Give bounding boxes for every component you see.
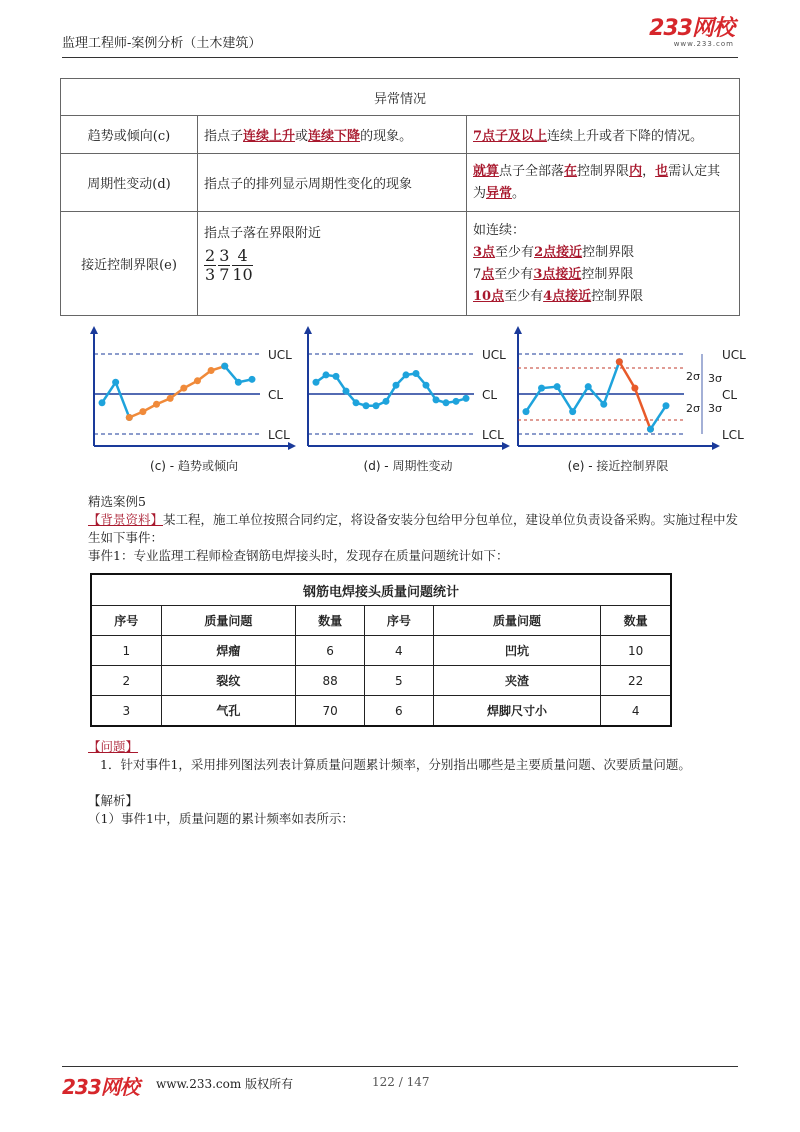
row-description xyxy=(198,212,467,316)
brand-logo xyxy=(649,18,734,48)
desc-text: 指点子落在界限附近 xyxy=(204,226,322,241)
chart-caption: (e) - 接近控制界限 xyxy=(567,459,669,473)
data-point xyxy=(194,377,201,384)
fraction-group xyxy=(204,247,460,284)
analysis-text: （1）事件1中，质量问题的累计频率如表所示： xyxy=(88,811,354,826)
data-point xyxy=(353,399,360,406)
limit-label: LCL xyxy=(722,428,744,442)
table-row: 3 气孔 70 6 焊脚尺寸小 4 xyxy=(91,696,671,727)
series-line-near xyxy=(619,362,650,429)
data-point xyxy=(235,379,242,386)
footer-copyright: www.233.com 版权所有 xyxy=(156,1077,294,1091)
weld-quality-table xyxy=(90,573,672,727)
limit-label: CL xyxy=(268,388,284,402)
data-point xyxy=(453,398,460,405)
header-cell: 序号 xyxy=(91,606,161,636)
series-line-after xyxy=(650,406,666,429)
chart-trend xyxy=(90,326,296,473)
data-point xyxy=(99,399,106,406)
analysis-tag: 【解析】 xyxy=(88,793,139,808)
x-axis-arrow xyxy=(712,442,720,450)
row-label: 周期性变动(d) xyxy=(61,154,198,212)
x-axis-arrow xyxy=(502,442,510,450)
data-point xyxy=(323,371,330,378)
row-note: 就算点子全部落在控制界限内，也需认定其为异常。 xyxy=(467,154,740,212)
data-point xyxy=(180,385,187,392)
row-label: 接近控制界限(e) xyxy=(61,212,198,316)
data-point xyxy=(313,379,320,386)
abnormal-cases-table xyxy=(60,78,740,316)
data-point xyxy=(221,363,228,370)
case-title: 精选案例5 xyxy=(88,494,146,509)
data-point xyxy=(363,402,370,409)
data-point xyxy=(523,408,530,415)
y-axis-arrow xyxy=(514,326,522,334)
data-point xyxy=(126,414,133,421)
row-description: 指点子的排列显示周期性变化的现象 xyxy=(198,154,467,212)
footer-logo: 233网校 xyxy=(62,1075,139,1099)
chart-caption: (c) - 趋势或倾向 xyxy=(150,459,238,473)
table-row: 2 裂纹 88 5 夹渣 22 xyxy=(91,666,671,696)
limit-label: LCL xyxy=(482,428,504,442)
data-point xyxy=(616,358,623,365)
document-header-title: 监理工程师-案例分析（土木建筑） xyxy=(62,36,262,51)
chart-cyclic xyxy=(304,326,510,473)
logo-text: 233网校 xyxy=(649,16,734,41)
data-point xyxy=(413,370,420,377)
y-axis-arrow xyxy=(304,326,312,334)
sigma-label: 3σ xyxy=(708,402,722,415)
data-point xyxy=(554,383,561,390)
data-point xyxy=(631,385,638,392)
event-paragraph: 事件1：专业监理工程师检查钢筋电焊接头时，发现存在质量问题统计如下： xyxy=(88,548,509,563)
data-point xyxy=(423,382,430,389)
series-line-normal xyxy=(102,382,129,417)
data-point xyxy=(585,383,592,390)
limit-label: UCL xyxy=(268,348,292,362)
data-point xyxy=(403,371,410,378)
row-note: 如连续： 3点至少有2点接近控制界限 7点至少有3点接近控制界限 10点至少有4点接近控制界限 xyxy=(467,212,740,316)
row-note: 7点子及以上连续上升或者下降的情况。 xyxy=(467,116,740,154)
table-caption: 异常情况 xyxy=(61,79,740,116)
data-point xyxy=(249,376,256,383)
background-paragraph: 【背景资料】某工程，施工单位按照合同约定，将设备安装分包给甲分包单位，建设单位负责设备采购。实施过程中发生如下事件： xyxy=(88,512,739,545)
data-point xyxy=(443,399,450,406)
data-point xyxy=(433,396,440,403)
data-point xyxy=(153,401,160,408)
data-point xyxy=(333,373,340,380)
data-point xyxy=(647,426,654,433)
data-point xyxy=(167,395,174,402)
limit-label: UCL xyxy=(722,348,746,362)
question-text: 1．针对事件1，采用排列图法列表计算质量问题累计频率，分别指出哪些是主要质量问题、次要质量问题。 xyxy=(100,757,691,772)
data-point xyxy=(343,388,350,395)
table-row: 1 焊瘤 6 4 凹坑 10 xyxy=(91,636,671,666)
data-point xyxy=(112,379,119,386)
chart-near-limit xyxy=(514,326,746,473)
table-caption: 钢筋电焊接头质量问题统计 xyxy=(91,574,671,606)
table-row xyxy=(61,116,740,154)
question-tag: 【问题】 xyxy=(88,739,139,754)
row-description: 指点子连续上升或连续下降的现象。 xyxy=(198,116,467,154)
page-number: 122 / 147 xyxy=(372,1075,430,1089)
background-tag: 【背景资料】 xyxy=(88,512,164,527)
logo-url: www.233.com xyxy=(673,40,734,48)
data-point xyxy=(383,398,390,405)
limit-label: UCL xyxy=(482,348,506,362)
y-axis-arrow xyxy=(90,326,98,334)
table-header-row xyxy=(91,606,671,636)
row-label: 趋势或倾向(c) xyxy=(61,116,198,154)
fraction: $\frac{2}{3}$ xyxy=(205,246,216,284)
chart-caption: (d) - 周期性变动 xyxy=(363,459,453,473)
table-row xyxy=(61,154,740,212)
data-point xyxy=(463,395,470,402)
data-point xyxy=(139,408,146,415)
limit-label: LCL xyxy=(268,428,290,442)
data-point xyxy=(208,367,215,374)
table-row xyxy=(61,212,740,316)
header-divider xyxy=(62,57,738,58)
data-point xyxy=(538,385,545,392)
header-cell: 数量 xyxy=(601,606,671,636)
header-cell: 质量问题 xyxy=(161,606,296,636)
sigma-label: 2σ xyxy=(686,402,700,415)
header-cell: 数量 xyxy=(296,606,365,636)
limit-label: CL xyxy=(482,388,498,402)
sigma-label: 2σ xyxy=(686,370,700,383)
x-axis-arrow xyxy=(288,442,296,450)
header-cell: 质量问题 xyxy=(433,606,601,636)
data-point xyxy=(393,382,400,389)
fraction: $\frac{4}{10}$ xyxy=(232,246,253,284)
fraction: $\frac{3}{7}$ xyxy=(219,246,230,284)
data-point xyxy=(373,402,380,409)
data-point xyxy=(569,408,576,415)
limit-label: CL xyxy=(722,388,738,402)
header-cell: 序号 xyxy=(364,606,433,636)
data-point xyxy=(600,401,607,408)
sigma-label: 3σ xyxy=(708,372,722,385)
data-point xyxy=(663,402,670,409)
control-charts xyxy=(80,326,746,476)
footer-divider xyxy=(62,1066,738,1067)
